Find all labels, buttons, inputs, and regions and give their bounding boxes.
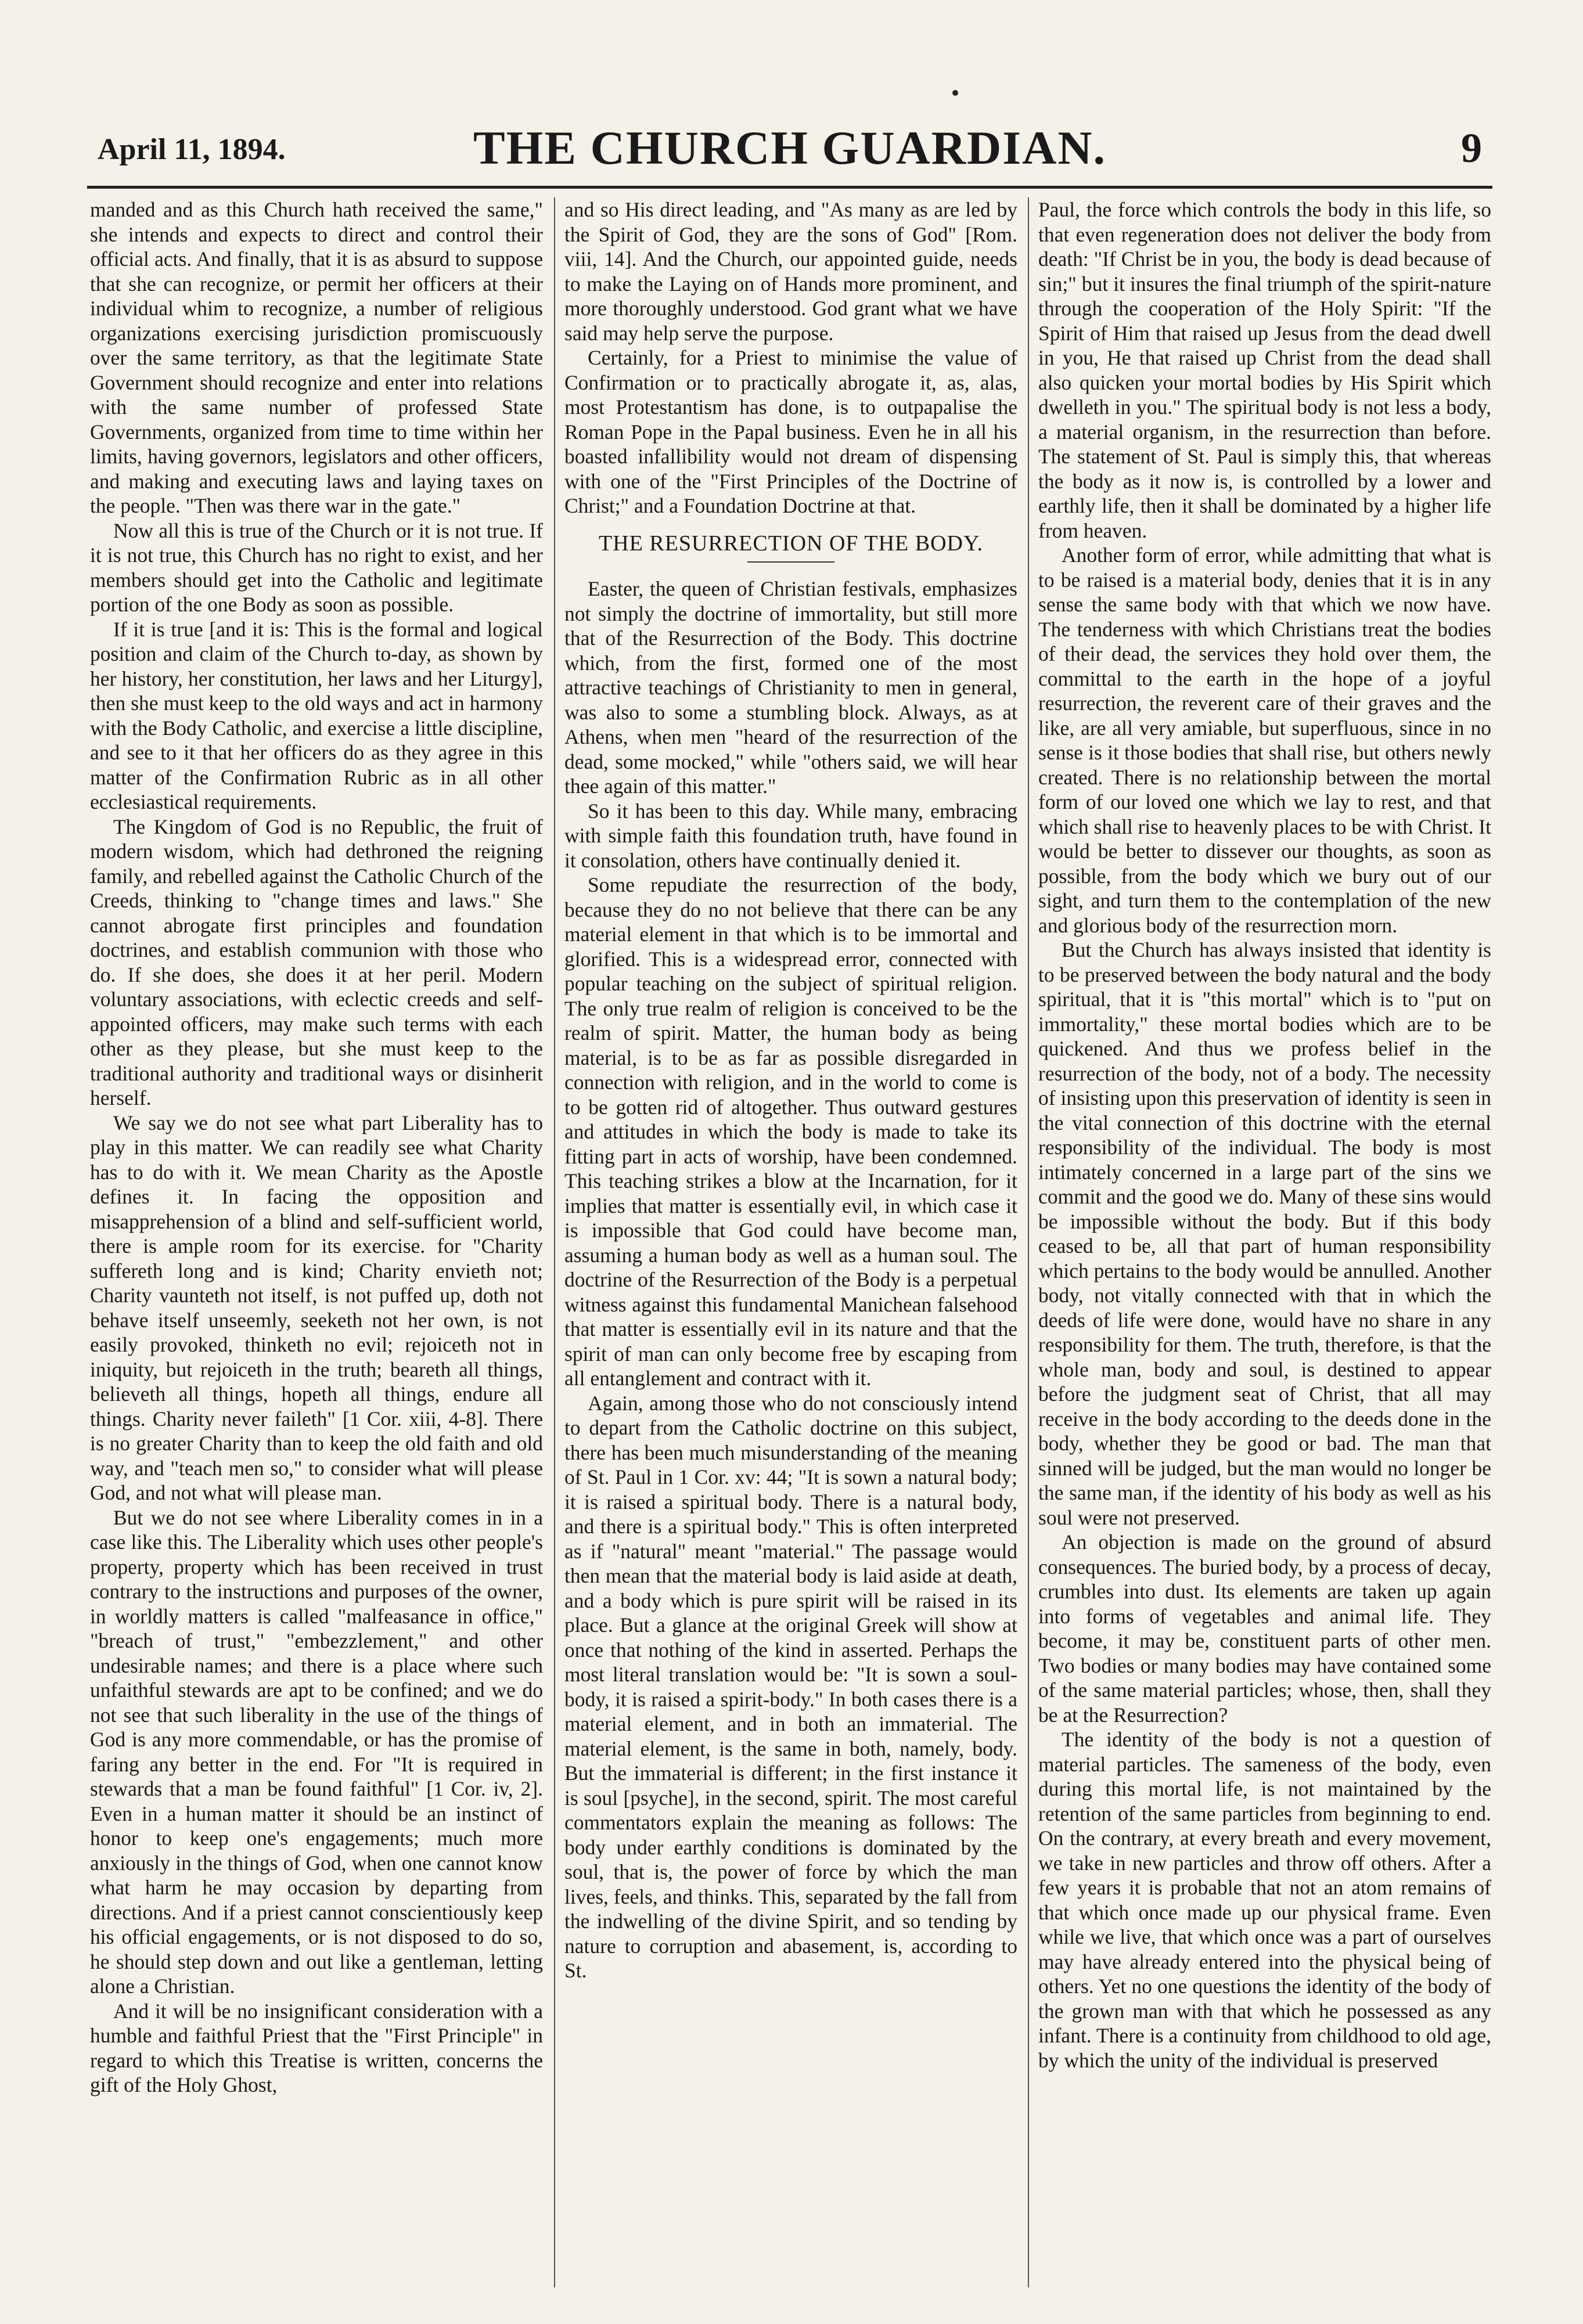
- paragraph: An objection is made on the ground of absurd consequences. The buried body, by a process of decay, crumbles into dust. Its elements are taken up again into forms of vegetables and animal life. They become, it may be, constituent parts of other men. Two bodies or many bodies may have contained some of the same material particles; whose, then, shall they be at the Resurrection?: [1038, 1530, 1491, 1727]
- paragraph: The Kingdom of God is no Republic, the fruit of modern wisdom, which had dethroned the reigning family, and rebelled against the Catholic Church of the Creeds, thinking to "change times and laws." She cannot abrogate first principles and foundation doctrines, and establish communion with those who do. If she does, she does it at her peril. Modern voluntary associations, with eclectic creeds and self-appointed officers, may make such terms with each other as they please, but she must keep to the traditional authority and traditional ways or disinherit herself.: [90, 815, 543, 1109]
- paragraph: We say we do not see what part Liberality has to play in this matter. We can readily see what Charity has to do with it. We mean Charity as the Apostle defines it. In facing the opposition and misapprehension of a blind and self-sufficient world, there is ample room for its exercise. for "Charity suffereth long and is kind; Charity envieth not; Charity vaunteth not itself, is not puffed up, doth not behave itself unseemly, seeketh not her own, is not easily provoked, thinketh no evil; rejoiceth not in iniquity, but rejoiceth in the truth; beareth all things, believeth all things, hopeth all things, endure all things. Charity never faileth" [1 Cor. xiii, 4-8]. There is no greater Charity than to keep the old faith and old way, and "teach men so," to consider what will please God, and not what will please man.: [90, 1111, 543, 1504]
- paragraph: Another form of error, while admitting that what is to be raised is a material body, denies that it is in any sense the same body with that which we now have. The tenderness with which Christians treat the bodies of their dead, the services they hold over them, the committal to the earth in the hope of a joyful resurrection, the reverent care of their graves and the like, are all very amiable, but superfluous, since in no sense is it those bodies that shall rise, but others newly created. There is no relationship between the mortal form of our loved one which we lay to rest, and that which shall rise to heavenly places to be with Christ. It would be better to dissever our thoughts, as soon as possible, from the body which we bury out of our sight, and turn them to the contemplation of the new and glorious body of the resurrection morn.: [1038, 543, 1491, 937]
- newspaper-title: THE CHURCH GUARDIAN.: [473, 121, 1107, 174]
- column-rule: [1028, 197, 1029, 2287]
- column-2: [564, 197, 1017, 2299]
- paragraph: The identity of the body is not a question of material particles. The sameness of the body, even during this mortal life, is not maintained by the retention of the same particles from beginning to end. On the contrary, at every breath and every movement, we take in new particles and throw off others. After a few years it is probable that not an atom remains of that which once made up our physical frame. Even while we live, that which once was a part of ourselves may have already entered into the physical being of others. Yet no one questions the identity of the body of the grown man with that which he possessed as any infant. There is a continuity from childhood to old age, by which the unity of the individual is preserved: [1038, 1728, 1491, 2072]
- print-speck: [952, 90, 958, 96]
- paragraph: Easter, the queen of Christian festivals, emphasizes not simply the doctrine of immortality, but still more that of the Resurrection of the Body. This doctrine which, from the first, formed one of the most attractive teachings of Christianity to men in general, was also to some a stumbling block. Always, as at Athens, when men "heard of the resurrection of the dead, some mocked," while "others said, we will hear thee again of this matter.": [564, 577, 1017, 798]
- paragraph: But we do not see where Liberality comes in in a case like this. The Liberality which uses other people's property, property which has been received in trust contrary to the instructions and purposes of the owner, in worldly matters is called "malfeasance in office," "breach of trust," "embezzlement," and other undesirable names; and there is a place where such unfaithful stewards are apt to be confined; and we do not see that such liberality in the use of the things of God is any more commendable, or has the promise of faring any better in the end. For "It is required in stewards that a man be found faithful" [1 Cor. iv, 2]. Even in a human matter it should be an instinct of honor to keep one's engagements; much more anxiously in the things of God, when one cannot know what harm he may occasion by departing from directions. And if a priest cannot conscientiously keep his official engagements, or is not disposed to do so, he should step down and out like a gentleman, letting alone a Christian.: [90, 1505, 543, 1998]
- paragraph: Certainly, for a Priest to minimise the value of Confirmation or to practically abrogate it, as, alas, most Protestantism has done, is to outpapalise the Roman Pope in the Papal business. Even he in all his boasted infallibility would not dream of dispensing with one of the "First Principles of the Doctrine of Christ;" and a Foundation Doctrine at that.: [564, 346, 1017, 517]
- column-1: [90, 197, 543, 2299]
- paragraph: Some repudiate the resurrection of the body, because they do no not believe that there can be any material element in that which is to be immortal and glorified. This is a widespread error, connected with popular teaching on the subject of spiritual religion. The only true realm of religion is conceived to be the realm of spirit. Matter, the human body as being material, is to be as far as possible disregarded in connection with religion, and in the world to come is to be gotten rid of altogether. Thus outward gestures and attitudes in which the body is made to take its fitting part in acts of worship, have been condemned. This teaching strikes a blow at the Incarnation, for it implies that matter is essentially evil, in which case it is impossible that God could have become man, assuming a human body as well as a human soul. The doctrine of the Resurrection of the Body is a perpetual witness against this fundamental Manichean falsehood that matter is essentially evil in its nature and that the spirit of man can only become free by escaping from all entanglement and contract with it.: [564, 873, 1017, 1390]
- article-heading: THE RESURRECTION OF THE BODY.: [598, 531, 984, 556]
- paragraph: Paul, the force which controls the body in this life, so that even regeneration does not deliver the body from death: "If Christ be in you, the body is dead because of sin;" but it insures the final triumph of the spirit-nature through the cooperation of the Holy Spirit: "If the Spirit of Him that raised up Jesus from the dead dwell in you, He that raised up Christ from the dead shall also quicken your mortal bodies by His Spirit which dwelleth in you." The spiritual body is not less a body, a material organism, in the resurrection than before. The statement of St. Paul is simply this, that whereas the body as it now is, is controlled by a lower and earthly life, then it shall be dominated by a higher life from heaven.: [1038, 198, 1491, 542]
- heading-rule: [747, 561, 834, 563]
- column-rule: [554, 197, 555, 2287]
- paragraph: and so His direct leading, and "As many as are led by the Spirit of God, they are the sons of God" [Rom. viii, 14]. And the Church, our appointed guide, needs to make the Laying on of Hands more prominent, and more thoroughly understood. God grant what we have said may help serve the purpose.: [564, 198, 1017, 345]
- column-3: [1038, 197, 1491, 2299]
- paragraph: So it has been to this day. While many, embracing with simple faith this foundation truth, have found in it consolation, others have continually denied it.: [564, 799, 1017, 872]
- paragraph: But the Church has always insisted that identity is to be preserved between the body natural and the body spiritual, that it is "this mortal" which is to "put on immortality," these mortal bodies which are to be quickened. And thus we profess belief in the resurrection of the body, not of a body. The necessity of insisting upon this preservation of identity is seen in the vital connection of this doctrine with the eternal responsibility of the individual. The body is most intimately concerned in a large part of the sins we commit and the good we do. Many of these sins would be impossible without the body. But if this body ceased to be, all that part of human responsibility which pertains to the body would be annulled. Another body, not vitally connected with that in which the deeds of life were done, would have no share in any responsibility for them. The truth, therefore, is that the whole man, body and soul, is destined to appear before the judgment seat of Christ, that all may receive in the body according to the deeds done in the body, whether they be good or bad. The man that sinned will be judged, but the man would no longer be the same man, if the identity of his body as well as his soul were not preserved.: [1038, 938, 1491, 1529]
- page-number: 9: [1461, 125, 1482, 171]
- masthead: [87, 110, 1492, 189]
- paragraph: Now all this is true of the Church or it is not true. If it is not true, this Church has no right to exist, and her members should get into the Catholic and legitimate portion of the one Body as soon as possible.: [90, 518, 543, 616]
- issue-date: April 11, 1894.: [98, 133, 286, 166]
- paragraph: Again, among those who do not consciously intend to depart from the Catholic doctrine on this subject, there has been much misunderstanding of the meaning of St. Paul in 1 Cor. xv: 44; "It is sown a natural body; it is raised a spiritual body. There is a natural body, and there is a spiritual body." This is often interpreted as if "natural" meant "material." The passage would then mean that the material body is laid aside at death, and a body which is pure spirit will be raised in its place. But a glance at the original Greek will show at once that nothing of the kind in asserted. Perhaps the most literal translation would be: "It is sown a soul-body, it is raised a spirit-body." In both cases there is a material element, and in both an immaterial. The material element, is the same in both, namely, body. But the immaterial is different; in the first instance it is soul [psyche], in the second, spirit. The most careful commentators explain the meaning as follows: The body under earthly conditions is dominated by the soul, that is, the power of force by which the man lives, feels, and thinks. This, separated by the fall from the indwelling of the divine Spirit, and so tending by nature to corruption and abasement, is, according to St.: [564, 1391, 1017, 1982]
- paragraph: manded and as this Church hath received the same," she intends and expects to direct and control their official acts. And finally, that it is as absurd to suppose that she can recognize, or permit her officers at their individual whim to recognize, a number of religious organizations exercising jurisdiction promiscuously over the same territory, as that the legitimate State Government should recognize and enter into relations with the same number of professed State Governments, organized from time to time within her limits, having governors, legislators and other officers, and making and executing laws and laying taxes on the people. "Then was there war in the gate.": [90, 198, 543, 517]
- paragraph: If it is true [and it is: This is the formal and logical position and claim of the Church to-day, as shown by her history, her constitution, her laws and her Liturgy], then she must keep to the old ways and act in harmony with the Body Catholic, and exercise a little discipline, and see to it that her officers do as they agree in this matter of the Confirmation Rubric as in all other ecclesiastical requirements.: [90, 617, 543, 813]
- paragraph: And it will be no insignificant consideration with a humble and faithful Priest that the "First Principle" in regard to which this Treatise is written, concerns the gift of the Holy Ghost,: [90, 1999, 543, 2096]
